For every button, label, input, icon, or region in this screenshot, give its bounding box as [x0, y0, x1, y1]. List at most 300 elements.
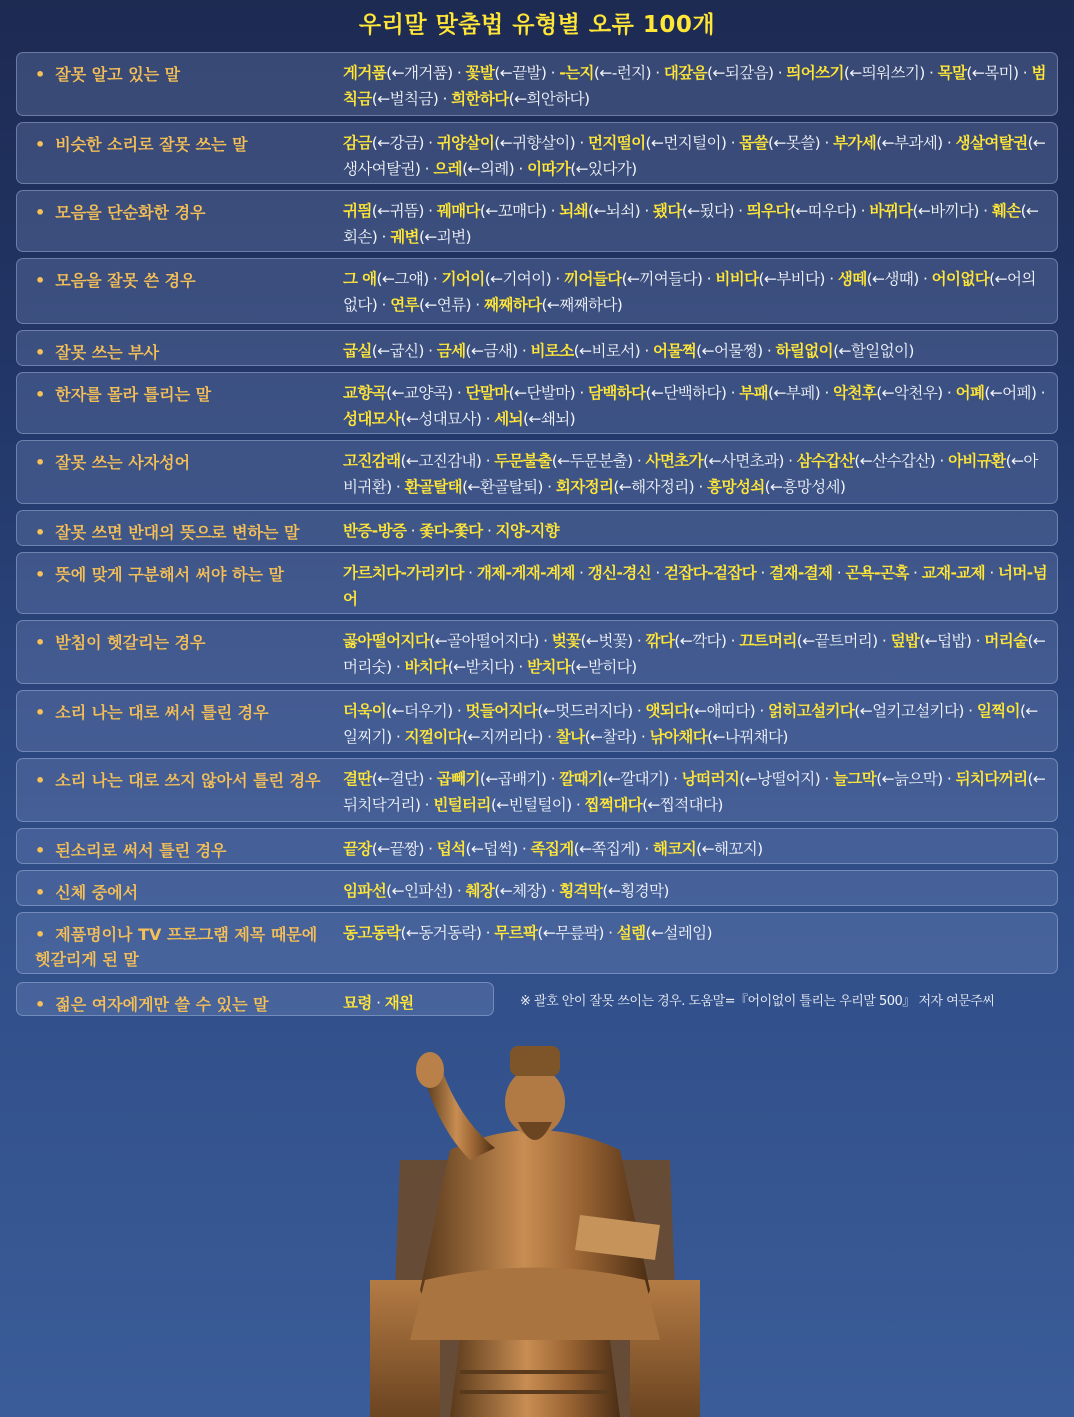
correct-word: -는지 — [559, 64, 594, 82]
correct-word: 째째하다 — [483, 296, 542, 314]
separator: · — [971, 632, 985, 650]
separator: · — [481, 410, 495, 428]
correct-word: 뇌쇄 — [559, 202, 589, 220]
wrong-word: (←아비귀환) — [343, 452, 1038, 496]
wrong-word: (←의례) — [462, 160, 515, 178]
wrong-word: (←있다가) — [570, 160, 637, 178]
separator: · — [481, 924, 495, 942]
separator: · — [428, 270, 442, 288]
wrong-word: (←금새) — [465, 342, 518, 360]
wrong-word: (←성대묘사) — [400, 410, 482, 428]
separator: · — [726, 134, 740, 152]
correct-word: 찰나 — [555, 728, 585, 746]
wrong-word: (←횡경막) — [602, 882, 669, 900]
bullet-icon: • — [35, 703, 46, 722]
wrong-word: (←목미) — [966, 64, 1019, 82]
correct-word: 좇다-쫓다 — [419, 522, 483, 540]
wrong-word: (←강금) — [371, 134, 424, 152]
correct-word: 찝쩍대다 — [584, 796, 643, 814]
correct-word: 아비규환 — [948, 452, 1006, 470]
wrong-word: (←동거동락) — [400, 924, 482, 942]
item-list — [343, 628, 1049, 680]
correct-word: 가르치다-가리키다 — [343, 564, 464, 582]
correct-word: 귀띔 — [343, 202, 372, 220]
wrong-word: (←해꼬지) — [696, 840, 763, 858]
separator: · — [371, 994, 385, 1012]
category-text: 뜻에 맞게 구분해서 써야 하는 말 — [55, 565, 285, 584]
category-label — [35, 132, 335, 157]
correct-word: 반증-방증 — [343, 522, 407, 540]
bullet-icon: • — [35, 925, 46, 944]
separator: · — [575, 384, 589, 402]
separator: · — [726, 384, 740, 402]
separator: · — [391, 728, 405, 746]
separator: · — [668, 770, 682, 788]
correct-word: 띄어쓰기 — [786, 64, 844, 82]
wrong-word: (←부비다) — [758, 270, 825, 288]
wrong-word: (←찰라) — [584, 728, 637, 746]
correct-word: 먼지떨이 — [588, 134, 646, 152]
wrong-word: (←지꺼리다) — [462, 728, 543, 746]
wrong-word: (←받히다) — [570, 658, 637, 676]
wrong-word: (←어페) — [984, 384, 1037, 402]
separator: · — [406, 522, 420, 540]
correct-word: 받치다 — [527, 658, 571, 676]
wrong-word: (←-런지) — [593, 64, 651, 82]
wrong-word: (←두문분출) — [551, 452, 633, 470]
wrong-word: (←덥밥) — [919, 632, 972, 650]
correct-word: 두문불출 — [494, 452, 552, 470]
separator: · — [1036, 384, 1046, 402]
wrong-word: (←찝적대다) — [642, 796, 723, 814]
correct-word: 흥망성쇠 — [707, 478, 765, 496]
correct-word: 해코지 — [653, 840, 697, 858]
category-row — [16, 122, 1058, 184]
category-row — [16, 982, 494, 1016]
separator: · — [651, 564, 665, 582]
correct-word: 덮밥 — [890, 632, 920, 650]
correct-word: 어이없다 — [931, 270, 990, 288]
correct-word: 족집게 — [530, 840, 574, 858]
correct-word: 기어이 — [441, 270, 485, 288]
separator: · — [942, 384, 956, 402]
wrong-word: (←쪽집게) — [573, 840, 641, 858]
correct-word: 비비다 — [715, 270, 759, 288]
category-text: 잘못 쓰는 사자성어 — [55, 453, 191, 472]
separator: · — [542, 728, 556, 746]
correct-word: 동고동락 — [343, 924, 401, 942]
separator: · — [924, 64, 938, 82]
correct-word: 벚꽃 — [551, 632, 581, 650]
wrong-word: (←머리숫) — [343, 632, 1046, 676]
correct-word: 덥석 — [436, 840, 466, 858]
wrong-word: (←산수갑산) — [854, 452, 936, 470]
separator: · — [542, 478, 556, 496]
separator: · — [514, 160, 528, 178]
separator: · — [420, 796, 434, 814]
wrong-word: (←그얘) — [376, 270, 429, 288]
correct-word: 몹쓸 — [739, 134, 769, 152]
bullet-icon: • — [35, 523, 46, 542]
wrong-word: (←부페) — [768, 384, 821, 402]
separator: · — [571, 796, 585, 814]
correct-word: 띄우다 — [746, 202, 790, 220]
wrong-word: (←어물쩡) — [696, 342, 763, 360]
separator: · — [423, 770, 437, 788]
separator: · — [538, 632, 552, 650]
correct-word: 바치다 — [404, 658, 448, 676]
correct-word: 지양-지향 — [495, 522, 559, 540]
separator: · — [514, 658, 528, 676]
category-label — [35, 630, 335, 655]
correct-word: 끼어들다 — [564, 270, 622, 288]
correct-word: 머리숱 — [984, 632, 1028, 650]
page-title: 우리말 맞춤법 유형별 오류 100개 — [358, 12, 716, 38]
category-label — [35, 268, 335, 293]
item-list — [343, 448, 1049, 500]
correct-word: 목말 — [937, 64, 967, 82]
wrong-word: (←단발마) — [508, 384, 576, 402]
wrong-word: (←인파선) — [386, 882, 453, 900]
category-label — [35, 768, 335, 793]
separator: · — [470, 296, 484, 314]
source-note: ※ 괄호 안이 잘못 쓰이는 경우. 도움말=『어이없이 틀리는 우리말 500』 저자 여문주씨 — [520, 994, 995, 1009]
item-list — [343, 198, 1049, 250]
wrong-word: (←부과세) — [876, 134, 943, 152]
separator: · — [694, 478, 708, 496]
separator: · — [632, 452, 646, 470]
correct-word: 으레 — [433, 160, 463, 178]
correct-word: 재원 — [384, 994, 414, 1012]
correct-word: 곯아떨어지다 — [343, 632, 430, 650]
separator: · — [756, 564, 770, 582]
separator: · — [575, 134, 589, 152]
separator: · — [452, 64, 466, 82]
wrong-word: (←해자정리) — [613, 478, 695, 496]
separator: · — [832, 564, 846, 582]
wrong-word: (←벌칙금) — [371, 90, 439, 108]
category-row — [16, 440, 1058, 504]
separator: · — [702, 270, 716, 288]
correct-word: 묘령 — [343, 994, 372, 1012]
separator: · — [755, 702, 769, 720]
category-label — [35, 562, 335, 587]
separator: · — [482, 522, 496, 540]
correct-word: 회자정리 — [555, 478, 614, 496]
wrong-word: (←설레임) — [645, 924, 712, 942]
correct-word: 뒤치다꺼리 — [955, 770, 1028, 788]
bullet-icon: • — [35, 271, 46, 290]
correct-word: 교재-교제 — [921, 564, 986, 582]
wrong-word: (←개거품) — [386, 64, 453, 82]
correct-word: 대갚음 — [663, 64, 708, 82]
correct-word: 곤욕-곤혹 — [845, 564, 909, 582]
category-row — [16, 828, 1058, 864]
category-row — [16, 330, 1058, 366]
wrong-word: (←희안하다) — [508, 90, 590, 108]
bullet-icon: • — [35, 385, 46, 404]
separator: · — [942, 134, 956, 152]
category-label — [35, 700, 335, 725]
wrong-word: (←낭떨어지) — [739, 770, 821, 788]
category-text: 받침이 헷갈리는 경우 — [55, 633, 206, 652]
wrong-word: (←늙으막) — [876, 770, 943, 788]
bullet-icon: • — [35, 135, 46, 154]
separator: · — [546, 202, 560, 220]
correct-word: 곱빼기 — [436, 770, 480, 788]
correct-word: 끄트머리 — [739, 632, 797, 650]
correct-word: 늘그막 — [833, 770, 877, 788]
wrong-word: (←더우기) — [386, 702, 453, 720]
wrong-word: (←골아떨어지다) — [429, 632, 539, 650]
correct-word: 부패 — [739, 384, 769, 402]
wrong-word: (←괴변) — [418, 228, 471, 246]
wrong-word: (←흥망성세) — [764, 478, 846, 496]
category-row — [16, 510, 1058, 546]
wrong-word: (←멋드러지다) — [537, 702, 633, 720]
separator: · — [377, 228, 391, 246]
correct-word: 낭떠러지 — [681, 770, 740, 788]
wrong-word: (←깔대기) — [602, 770, 669, 788]
wrong-word: (←생때) — [866, 270, 919, 288]
wrong-word: (←연류) — [418, 296, 471, 314]
wrong-word: (←기여이) — [484, 270, 552, 288]
correct-word: 임파선 — [343, 882, 387, 900]
wrong-word: (←귀뜸) — [371, 202, 424, 220]
correct-word: 꽃발 — [465, 64, 495, 82]
correct-word: 생살여탈권 — [955, 134, 1028, 152]
separator: · — [481, 452, 495, 470]
category-text: 신체 중에서 — [55, 883, 139, 902]
category-label — [35, 520, 335, 545]
category-label — [35, 200, 335, 225]
category-label — [35, 992, 335, 1017]
wrong-word: (←뇌쇠) — [588, 202, 641, 220]
correct-word: 끝장 — [343, 840, 372, 858]
category-label — [35, 880, 335, 905]
bullet-icon: • — [35, 841, 46, 860]
item-list — [343, 560, 1049, 612]
wrong-word: (←비로서) — [573, 342, 641, 360]
category-row — [16, 690, 1058, 752]
wrong-word: (←째째하다) — [541, 296, 623, 314]
correct-word: 얽히고설키다 — [768, 702, 855, 720]
wrong-word: (←먼지털이) — [645, 134, 727, 152]
separator: · — [726, 632, 740, 650]
separator: · — [377, 296, 391, 314]
separator: · — [820, 770, 834, 788]
separator: · — [423, 342, 437, 360]
item-list — [343, 130, 1049, 182]
separator: · — [391, 478, 405, 496]
wrong-word: (←끝짱) — [371, 840, 424, 858]
correct-word: 너머-넘어 — [343, 564, 1047, 608]
correct-word: 악천후 — [833, 384, 877, 402]
bullet-icon: • — [35, 995, 46, 1014]
separator: · — [877, 632, 891, 650]
correct-word: 깔때기 — [559, 770, 603, 788]
separator: · — [942, 770, 956, 788]
bullet-icon: • — [35, 633, 46, 652]
correct-word: 낚아채다 — [649, 728, 708, 746]
category-row — [16, 52, 1058, 116]
wrong-word: (←쇄뇌) — [523, 410, 576, 428]
wrong-word: (←곱배기) — [479, 770, 547, 788]
bullet-icon: • — [35, 343, 46, 362]
separator: · — [985, 564, 999, 582]
wrong-word: (←생사여탈권) — [343, 134, 1046, 178]
wrong-word: (←체장) — [494, 882, 547, 900]
correct-word: 멋들어지다 — [465, 702, 538, 720]
correct-word: 걷잡다-겉잡다 — [664, 564, 757, 582]
wrong-word: (←되갚음) — [707, 64, 774, 82]
correct-word: 부가세 — [833, 134, 877, 152]
correct-word: 무르팍 — [494, 924, 538, 942]
correct-word: 됐다 — [653, 202, 682, 220]
wrong-word: (←띠우다) — [789, 202, 857, 220]
correct-word: 사면초가 — [645, 452, 704, 470]
separator: · — [603, 924, 617, 942]
correct-word: 연루 — [390, 296, 419, 314]
separator: · — [640, 202, 654, 220]
category-row — [16, 190, 1058, 252]
wrong-word: (←꼬매다) — [479, 202, 547, 220]
category-text: 잘못 쓰면 반대의 뜻으로 변하는 말 — [55, 523, 300, 542]
separator: · — [546, 882, 560, 900]
separator: · — [820, 134, 834, 152]
correct-word: 이따가 — [527, 160, 571, 178]
category-text: 소리 나는 대로 써서 틀린 경우 — [55, 703, 269, 722]
separator: · — [963, 702, 977, 720]
category-row — [16, 372, 1058, 434]
correct-word: 성대모사 — [343, 410, 401, 428]
wrong-word: (←끝발) — [494, 64, 547, 82]
separator: · — [762, 342, 776, 360]
correct-word: 세뇌 — [494, 410, 524, 428]
category-label — [35, 340, 335, 365]
correct-word: 설렘 — [616, 924, 646, 942]
correct-word: 희한하다 — [451, 90, 509, 108]
wrong-word: (←바끼다) — [912, 202, 979, 220]
wrong-word: (←할일없이) — [833, 342, 914, 360]
correct-word: 갱신-경신 — [587, 564, 652, 582]
category-row — [16, 258, 1058, 324]
bullet-icon: • — [35, 453, 46, 472]
separator: · — [978, 202, 992, 220]
correct-word: 결재-결제 — [769, 564, 833, 582]
category-text: 비슷한 소리로 잘못 쓰는 말 — [55, 135, 248, 154]
correct-word: 단말마 — [465, 384, 509, 402]
item-list — [343, 836, 1049, 862]
category-row — [16, 552, 1058, 614]
separator: · — [423, 840, 437, 858]
correct-word: 환골탈태 — [404, 478, 463, 496]
correct-word: 궤변 — [390, 228, 419, 246]
separator: · — [824, 270, 838, 288]
bullet-icon: • — [35, 65, 46, 84]
separator: · — [517, 840, 531, 858]
wrong-word: (←받치다) — [447, 658, 515, 676]
statue-illustration — [330, 1040, 740, 1417]
item-list — [343, 920, 1049, 946]
separator: · — [423, 202, 437, 220]
separator: · — [783, 452, 797, 470]
separator: · — [423, 134, 437, 152]
wrong-word: (←못쓸) — [768, 134, 821, 152]
correct-word: 횡격막 — [559, 882, 603, 900]
correct-word: 비로소 — [530, 342, 574, 360]
separator: · — [640, 342, 654, 360]
correct-word: 고진감래 — [343, 452, 401, 470]
separator: · — [935, 452, 949, 470]
correct-word: 훼손 — [991, 202, 1021, 220]
item-list — [343, 698, 1049, 750]
separator: · — [632, 632, 646, 650]
wrong-word: (←환골탈퇴) — [462, 478, 543, 496]
correct-word: 개제-게재-계제 — [476, 564, 575, 582]
item-list — [343, 380, 1049, 432]
separator: · — [452, 384, 466, 402]
category-row — [16, 912, 1058, 974]
wrong-word: (←빈털털이) — [490, 796, 572, 814]
item-list — [343, 518, 1049, 544]
correct-word: 담백하다 — [588, 384, 646, 402]
wrong-word: (←깍다) — [674, 632, 727, 650]
separator: · — [773, 64, 787, 82]
separator: · — [574, 564, 588, 582]
category-row — [16, 620, 1058, 684]
correct-word: 하릴없이 — [775, 342, 834, 360]
wrong-word: (←끼여들다) — [621, 270, 703, 288]
bullet-icon: • — [35, 771, 46, 790]
correct-word: 바뀌다 — [869, 202, 913, 220]
separator: · — [463, 564, 477, 582]
item-list — [343, 878, 1049, 904]
category-row — [16, 758, 1058, 822]
separator: · — [650, 64, 664, 82]
wrong-word: (←끝트머리) — [796, 632, 878, 650]
correct-word: 지껄이다 — [404, 728, 463, 746]
wrong-word: (←얼키고설키다) — [854, 702, 964, 720]
wrong-word: (←어의없다) — [343, 270, 1036, 314]
wrong-word: (←사면초과) — [703, 452, 784, 470]
correct-word: 꿰매다 — [436, 202, 480, 220]
item-list — [343, 266, 1049, 318]
item-list — [343, 338, 1049, 364]
correct-word: 굽실 — [343, 342, 372, 360]
category-text: 제품명이나 TV 프로그램 제목 때문에 헷갈리게 된 말 — [35, 925, 318, 969]
category-text: 모음을 잘못 쓴 경우 — [55, 271, 196, 290]
correct-word: 귀양살이 — [436, 134, 495, 152]
item-list — [343, 60, 1049, 112]
bullet-icon: • — [35, 565, 46, 584]
correct-word: 감금 — [343, 134, 372, 152]
separator: · — [632, 702, 646, 720]
correct-word: 생떼 — [837, 270, 867, 288]
separator: · — [820, 384, 834, 402]
wrong-word: (←교양곡) — [386, 384, 453, 402]
item-list — [343, 766, 1049, 818]
wrong-word: (←귀향살이) — [494, 134, 576, 152]
separator: · — [636, 728, 650, 746]
wrong-word: (←고진감내) — [400, 452, 482, 470]
category-label — [35, 62, 335, 87]
correct-word: 게거품 — [343, 64, 387, 82]
correct-word: 그 애 — [343, 270, 377, 288]
correct-word: 어물쩍 — [653, 342, 697, 360]
separator: · — [546, 770, 560, 788]
separator: · — [391, 658, 405, 676]
